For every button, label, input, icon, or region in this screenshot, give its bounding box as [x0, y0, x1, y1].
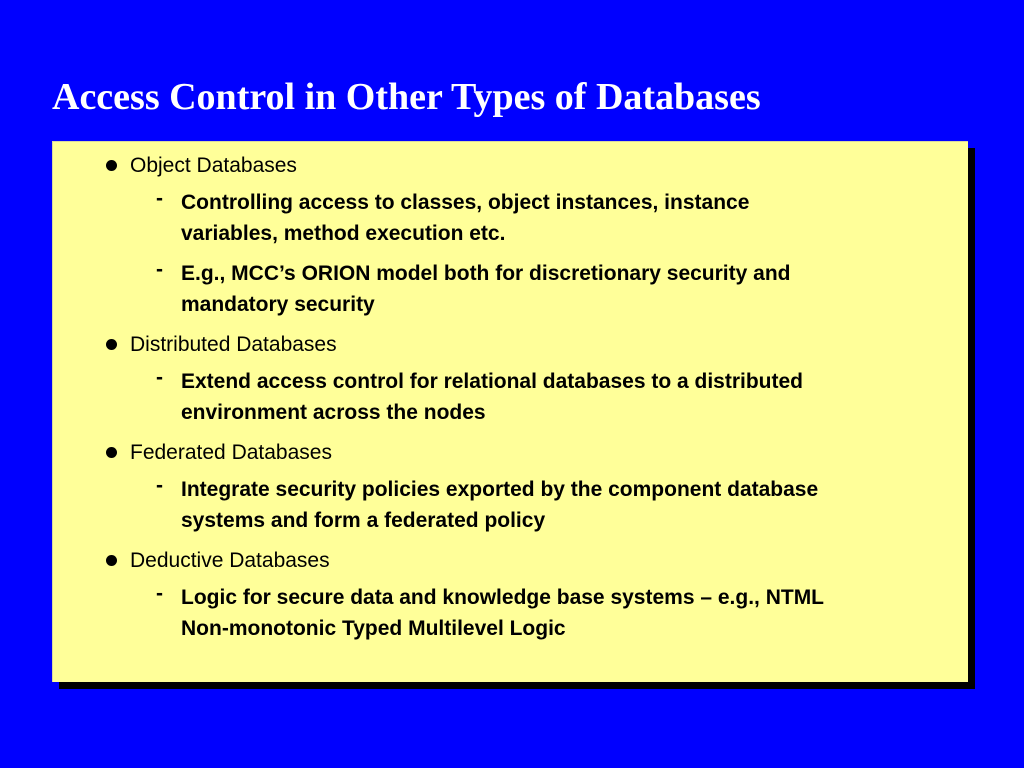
sub-item-text: E.g., MCC’s ORION model both for discretionary security and mandatory security [181, 262, 791, 316]
dash-icon: - [156, 366, 163, 389]
bullet-item-federated-databases [53, 437, 969, 536]
bullet-dot-icon [106, 160, 117, 171]
slide-title: Access Control in Other Types of Databases [52, 76, 761, 118]
bullet-label: Deductive Databases [130, 549, 330, 572]
bullet-label: Federated Databases [130, 441, 332, 464]
bullet-item-deductive-databases [53, 545, 969, 644]
dash-icon: - [156, 258, 163, 281]
bullet-dot-icon [106, 555, 117, 566]
sub-item [53, 474, 969, 536]
sub-item-text: Integrate security policies exported by the component database systems and form a federated policy [181, 478, 819, 532]
bullet-label: Object Databases [130, 154, 297, 177]
dash-icon: - [156, 187, 163, 210]
bullet-dot-icon [106, 447, 117, 458]
sub-list [53, 187, 969, 320]
content-panel [52, 141, 968, 682]
sub-item [53, 366, 969, 428]
bullet-dot-icon [106, 339, 117, 350]
bullet-item-object-databases [53, 150, 969, 320]
sub-list [53, 582, 969, 644]
sub-list [53, 474, 969, 536]
sub-item-text: Logic for secure data and knowledge base systems – e.g., NTML Non-monotonic Typed Multilevel Logic [181, 586, 825, 640]
sub-item-text: Controlling access to classes, object instances, instance variables, method execution etc. [181, 191, 750, 245]
sub-item [53, 187, 969, 249]
sub-item [53, 582, 969, 644]
dash-icon: - [156, 474, 163, 497]
bullet-item-distributed-databases [53, 329, 969, 428]
sub-item-text: Extend access control for relational databases to a distributed environment across the nodes [181, 370, 804, 424]
bullet-list [53, 150, 969, 653]
bullet-label: Distributed Databases [130, 333, 337, 356]
sub-item [53, 258, 969, 320]
sub-list [53, 366, 969, 428]
dash-icon: - [156, 582, 163, 605]
